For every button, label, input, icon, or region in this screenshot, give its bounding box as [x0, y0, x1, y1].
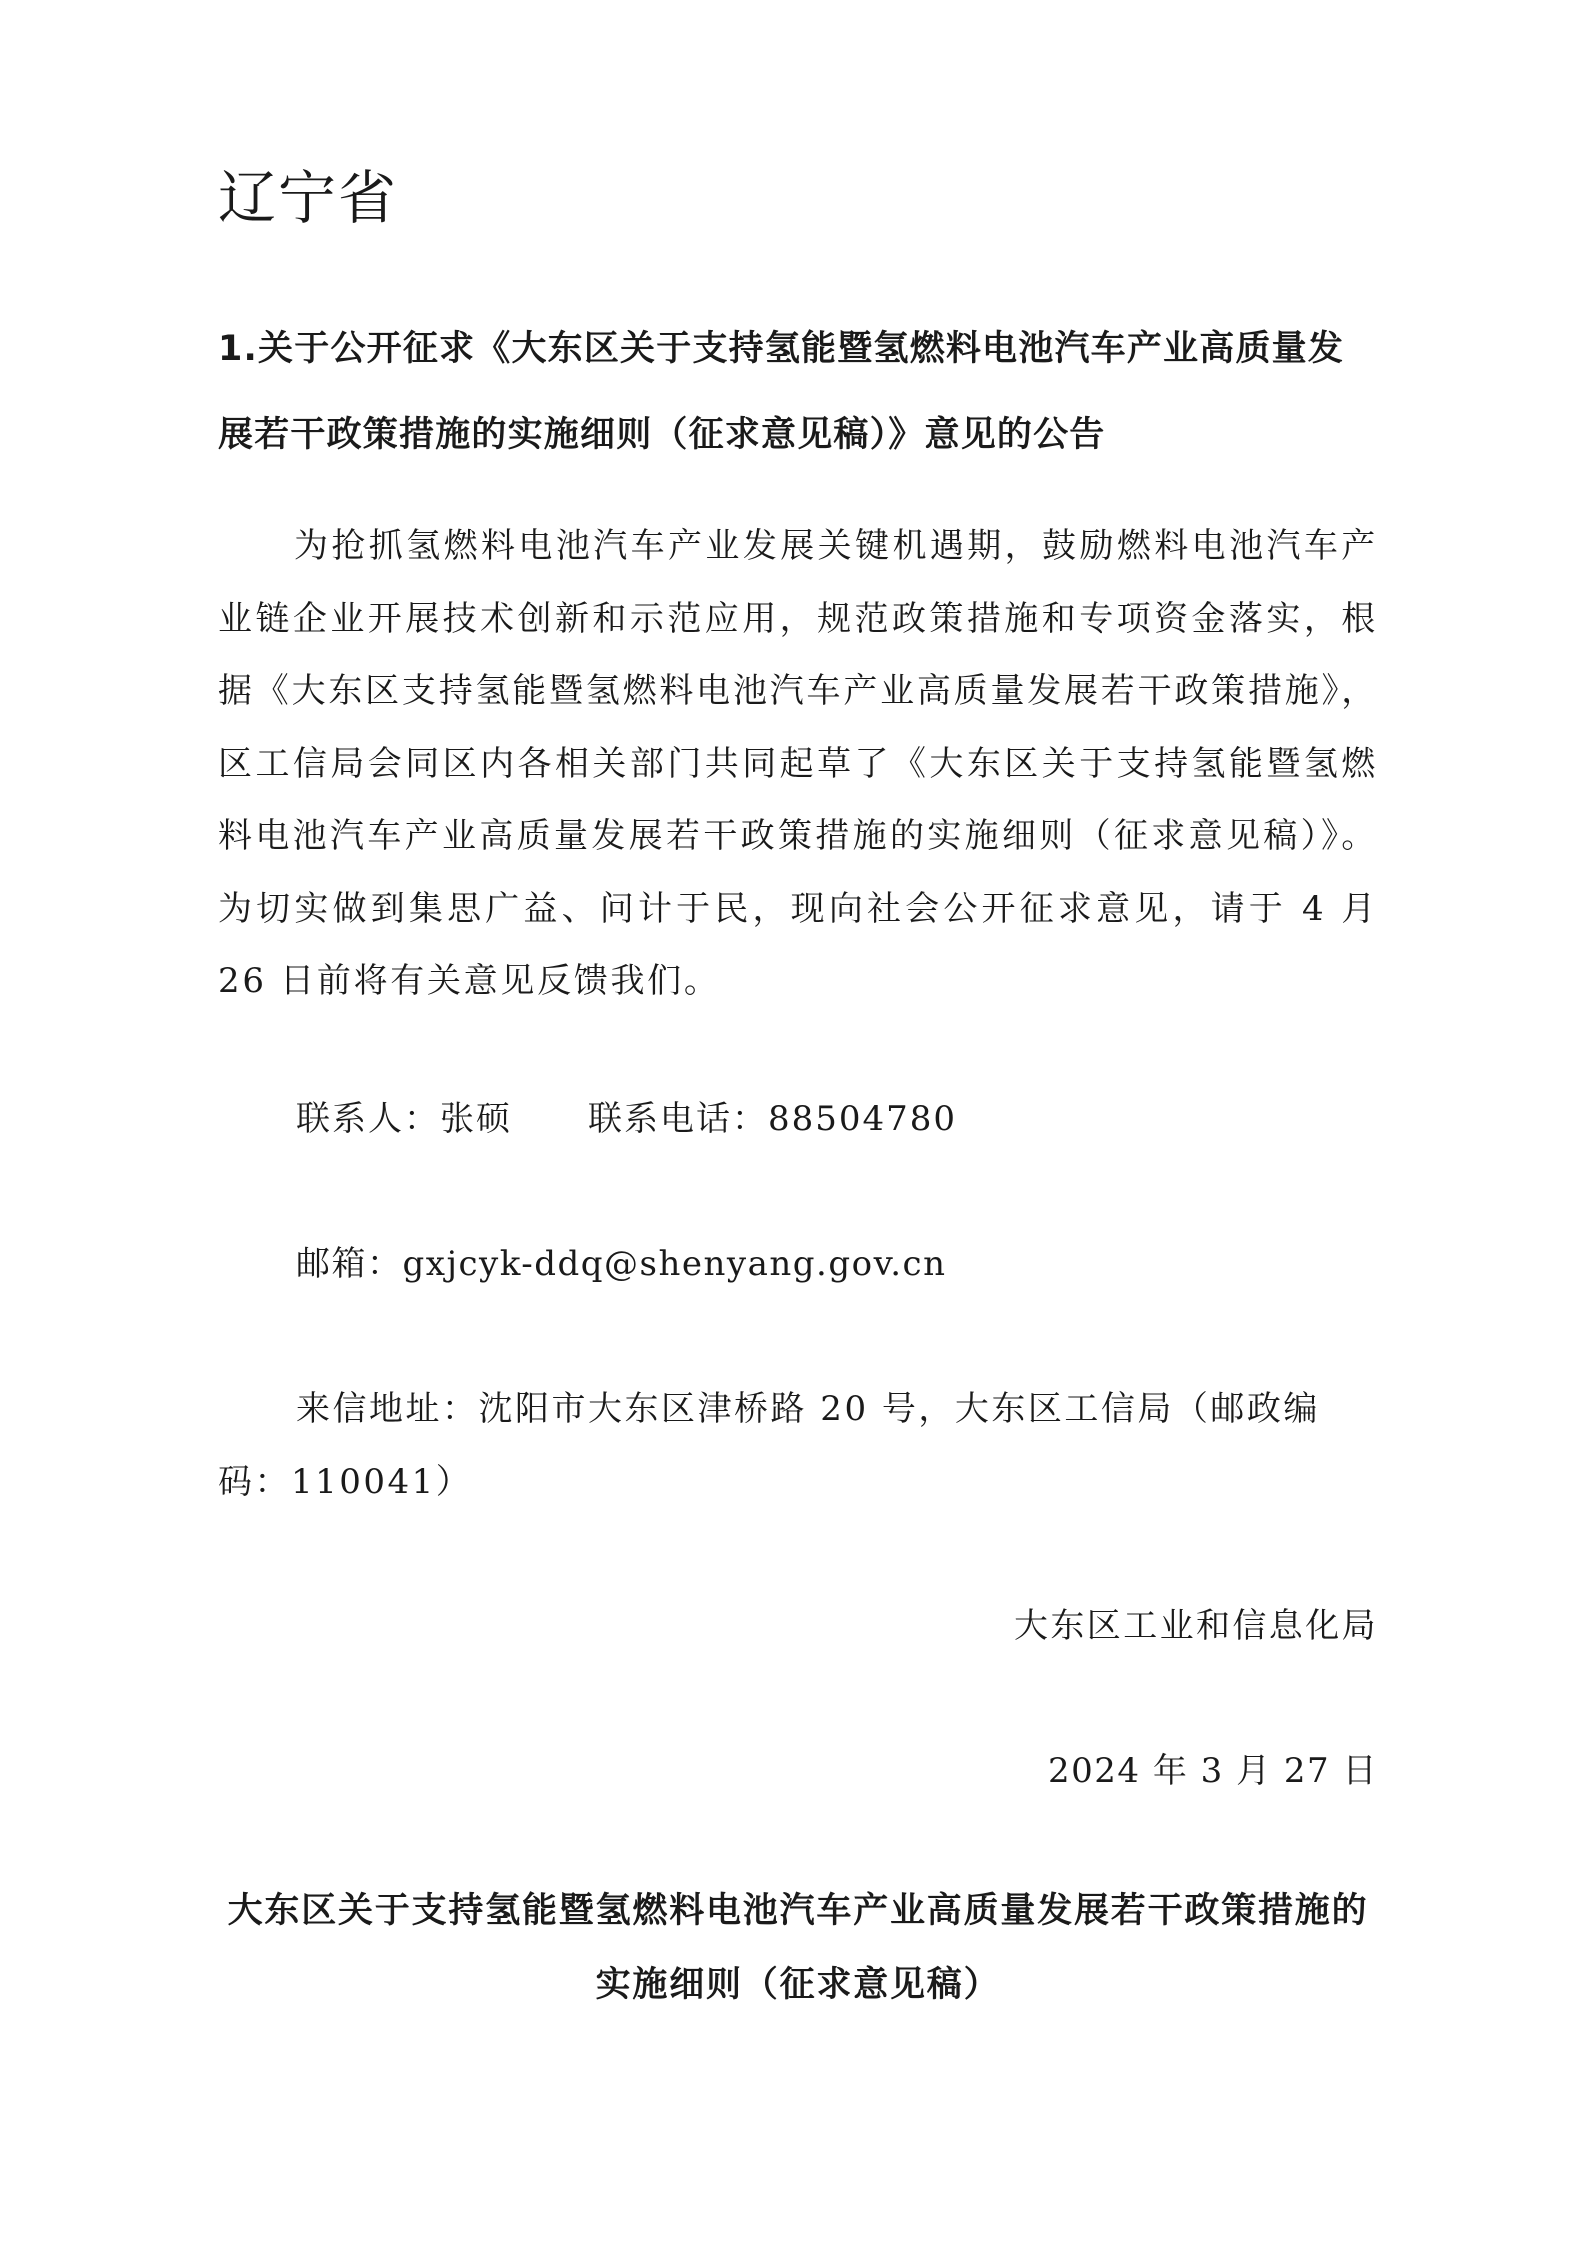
contact-email: 邮箱：gxjcyk-ddq@shenyang.gov.cn: [296, 1244, 947, 1284]
contact-phone: 联系电话：88504780: [588, 1099, 958, 1139]
notice-body: 为抢抓氢燃料电池汽车产业发展关键机遇期，鼓励燃料电池汽车产业链企业开展技术创新和示范应用，规范政策措施和专项资金落实，根据《大东区支持氢能暨氢燃料电池汽车产业高质量发展若干政策措施》，区工信局会同区内各相关部门共同起草了《大东区关于支持氢能暨氢燃料电池汽车产业高质量发展若干政策措施的实施细则（征求意见稿）》。为切实做到集思广益、问计于民，现向社会公开征求意见，请于 4 月 26 日前将有关意见反馈我们。: [218, 526, 1378, 1001]
contact-info: [296, 1083, 957, 1155]
notice-title: 1.关于公开征求《大东区关于支持氢能暨氢燃料电池汽车产业高质量发展若干政策措施的实施细则（征求意见稿）》意见的公告: [218, 329, 1345, 455]
contact-person: 联系人：张硕: [296, 1099, 512, 1139]
contact-address: 来信地址：沈阳市大东区津桥路 20 号，大东区工信局（邮政编码：110041）: [218, 1389, 1320, 1502]
issuer-signature: 大东区工业和信息化局: [1014, 1606, 1378, 1646]
province-heading: 辽宁省: [218, 164, 399, 232]
document-title: 大东区关于支持氢能暨氢燃料电池汽车产业高质量发展若干政策措施的实施细则（征求意见稿）: [227, 1891, 1369, 2005]
issue-date: 2024 年 3 月 27 日: [1048, 1751, 1378, 1791]
